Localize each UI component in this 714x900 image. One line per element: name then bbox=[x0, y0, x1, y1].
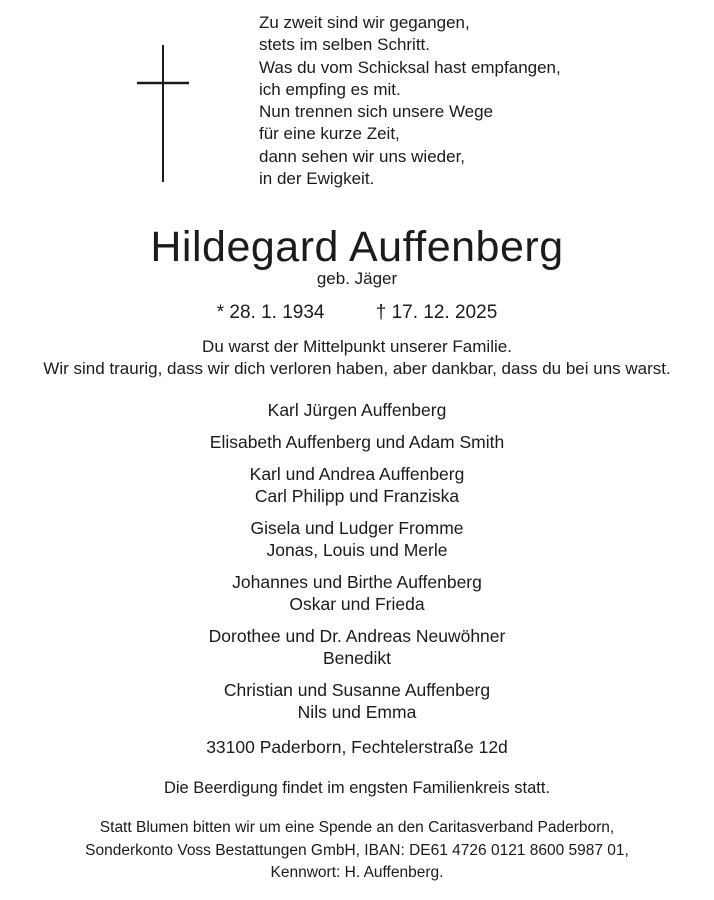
mourner-line: Gisela und Ludger Fromme bbox=[250, 518, 464, 538]
deceased-name: Hildegard Auffenberg bbox=[150, 223, 564, 271]
donation-note bbox=[0, 817, 714, 885]
life-dates bbox=[0, 302, 714, 324]
mourner-line: Benedikt bbox=[322, 648, 392, 668]
tribute-line: Du warst der Mittelpunkt unserer Familie. bbox=[202, 337, 512, 356]
donation-line: Kennwort: H. Auffenberg. bbox=[270, 864, 444, 881]
poem-line: für eine kurze Zeit, bbox=[259, 124, 400, 144]
mourner-group bbox=[0, 431, 714, 453]
memorial-poem bbox=[259, 12, 561, 190]
mourner-group bbox=[0, 625, 714, 669]
poem-line: Nun trennen sich unsere Wege bbox=[259, 102, 494, 122]
tribute-text bbox=[0, 336, 714, 381]
mourner-line: Dorothee und Dr. Andreas Neuwöhner bbox=[208, 626, 506, 646]
poem-line: Was du vom Schicksal hast empfangen, bbox=[259, 57, 561, 77]
mourner-group bbox=[0, 679, 714, 723]
mourner-line: Karl und Andrea Auffenberg bbox=[249, 464, 465, 484]
mourner-line: Jonas, Louis und Merle bbox=[266, 540, 448, 560]
donation-line: Sonderkonto Voss Bestattungen GmbH, IBAN: DE61 4726 0121 8600 5987 01, bbox=[85, 841, 629, 859]
home-address: 33100 Paderborn, Fechtelerstraße 12d bbox=[206, 737, 508, 757]
poem-line: in der Ewigkeit. bbox=[259, 169, 375, 189]
tribute-line: Wir sind traurig, dass wir dich verloren haben, aber dankbar, dass du bei uns warst. bbox=[43, 359, 671, 379]
poem-line: Zu zweit sind wir gegangen, bbox=[259, 13, 470, 32]
mourner-group bbox=[0, 517, 714, 561]
mourner-line: Carl Philipp und Franziska bbox=[254, 486, 460, 506]
poem-line: ich empfing es mit. bbox=[259, 79, 401, 99]
mourner-line: Elisabeth Auffenberg und Adam Smith bbox=[209, 432, 505, 452]
mourner-line: Karl Jürgen Auffenberg bbox=[267, 400, 447, 420]
mourner-line: Johannes und Birthe Auffenberg bbox=[232, 572, 482, 592]
mourner-group bbox=[0, 571, 714, 615]
poem-line: stets im selben Schritt. bbox=[259, 35, 431, 55]
birth-date: * 28. 1. 1934 bbox=[216, 302, 325, 323]
donation-line: Statt Blumen bitten wir um eine Spende an den Caritasverband Paderborn, bbox=[99, 819, 615, 836]
latin-cross-icon bbox=[134, 43, 192, 190]
mourners-list bbox=[0, 399, 714, 733]
mourner-line: Christian und Susanne Auffenberg bbox=[223, 680, 491, 700]
mourner-line: Oskar und Frieda bbox=[289, 594, 425, 614]
funeral-note: Die Beerdigung findet im engsten Familienkreis statt. bbox=[163, 779, 551, 797]
mourner-line: Nils und Emma bbox=[297, 702, 417, 722]
death-date: † 17. 12. 2025 bbox=[375, 302, 498, 323]
mourner-group bbox=[0, 399, 714, 421]
maiden-name: geb. Jäger bbox=[316, 269, 398, 288]
poem-line: dann sehen wir uns wieder, bbox=[259, 146, 466, 166]
mourner-group bbox=[0, 463, 714, 507]
